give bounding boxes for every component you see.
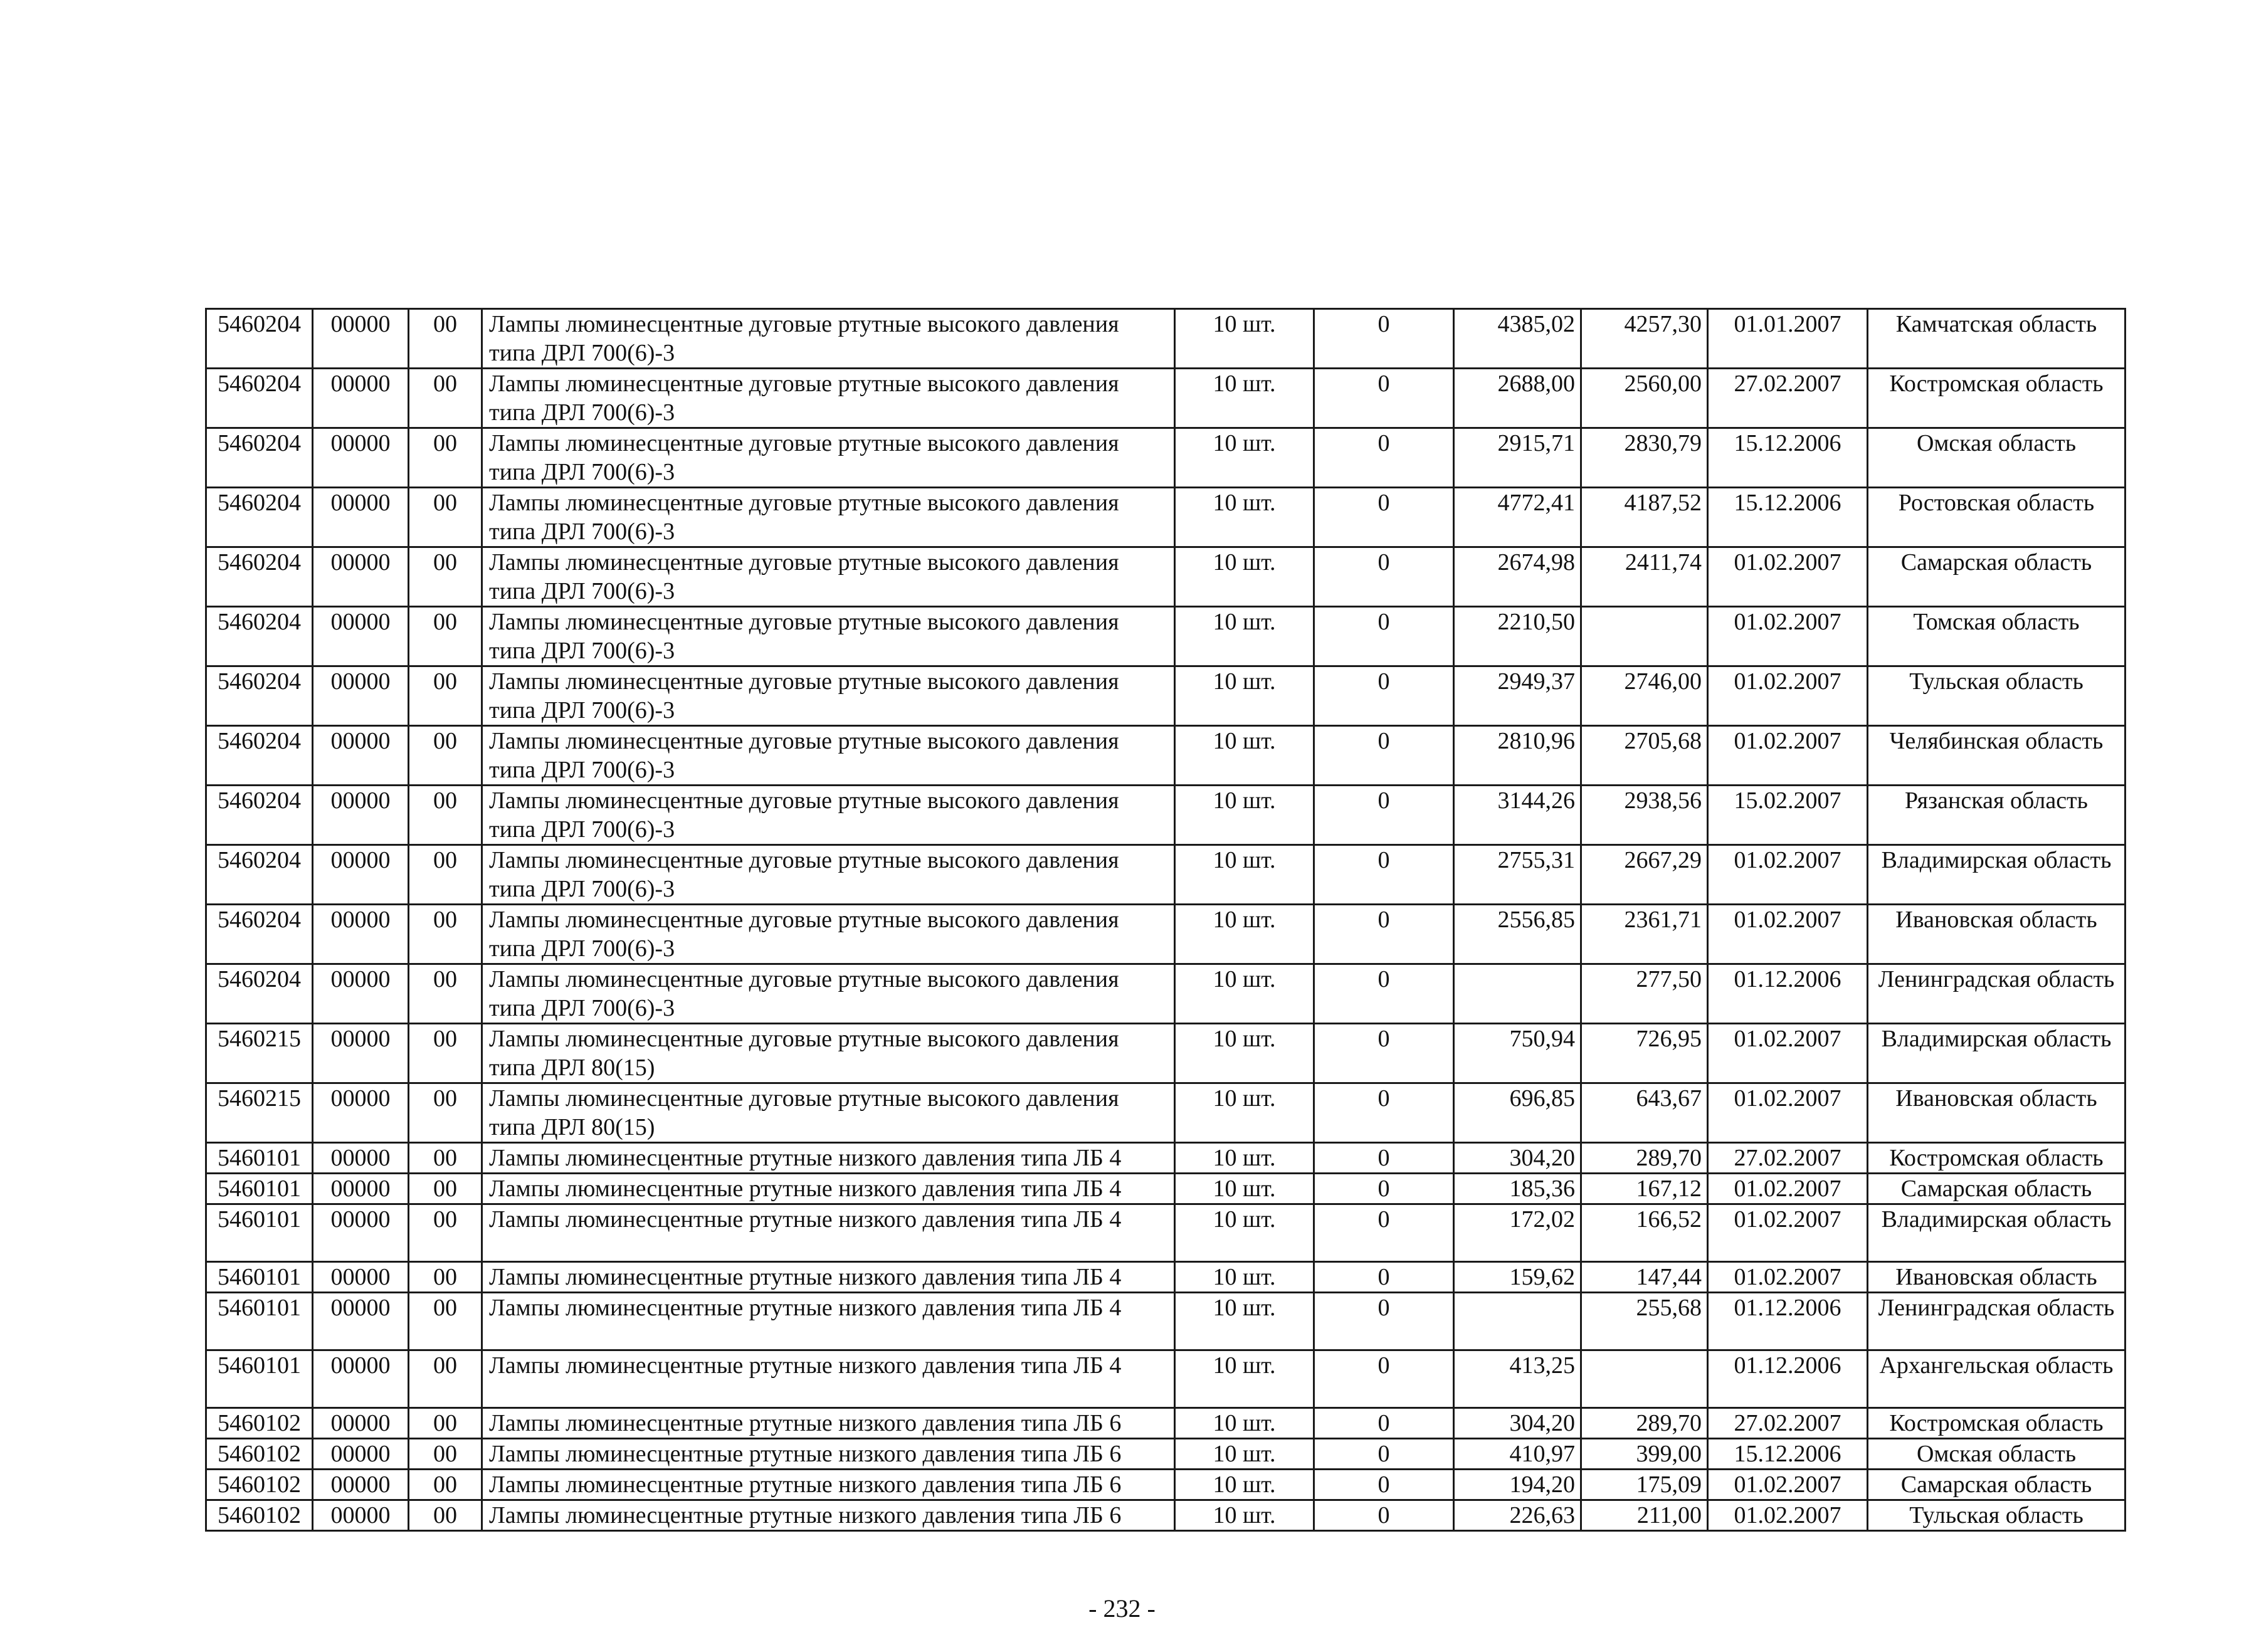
number-cell: 00 <box>409 1408 482 1439</box>
subcode-cell: 00000 <box>313 1262 409 1293</box>
price-1-cell <box>1454 1293 1581 1350</box>
price-1-cell: 304,20 <box>1454 1408 1581 1439</box>
subcode-cell: 00000 <box>313 1500 409 1531</box>
product-name-cell: Лампы люминесцентные дуговые ртутные высокого давления типа ДРЛ 80(15) <box>482 1083 1175 1143</box>
unit-cell: 10 шт. <box>1175 1204 1314 1262</box>
subcode-cell: 00000 <box>313 786 409 845</box>
product-name-cell: Лампы люминесцентные ртутные низкого давления типа ЛБ 4 <box>482 1204 1175 1262</box>
price-1-cell: 4385,02 <box>1454 309 1581 369</box>
date-cell: 01.02.2007 <box>1708 1024 1868 1083</box>
zero-cell: 0 <box>1314 786 1454 845</box>
zero-cell: 0 <box>1314 369 1454 428</box>
product-name-cell: Лампы люминесцентные ртутные низкого давления типа ЛБ 4 <box>482 1262 1175 1293</box>
price-1-cell: 750,94 <box>1454 1024 1581 1083</box>
table-row <box>206 905 2125 964</box>
price-2-cell: 166,52 <box>1581 1204 1708 1262</box>
zero-cell: 0 <box>1314 964 1454 1024</box>
unit-cell: 10 шт. <box>1175 547 1314 607</box>
number-cell: 00 <box>409 428 482 488</box>
price-1-cell: 696,85 <box>1454 1083 1581 1143</box>
unit-cell: 10 шт. <box>1175 1293 1314 1350</box>
date-cell: 01.02.2007 <box>1708 1204 1868 1262</box>
table-row <box>206 309 2125 369</box>
unit-cell: 10 шт. <box>1175 1350 1314 1408</box>
product-code-cell: 5460204 <box>206 428 313 488</box>
number-cell: 00 <box>409 1439 482 1470</box>
table-row <box>206 1174 2125 1204</box>
product-code-cell: 5460204 <box>206 845 313 905</box>
price-2-cell: 726,95 <box>1581 1024 1708 1083</box>
date-cell: 15.12.2006 <box>1708 1439 1868 1470</box>
region-cell: Ивановская область <box>1868 1083 2125 1143</box>
unit-cell: 10 шт. <box>1175 726 1314 786</box>
region-cell: Ленинградская область <box>1868 1293 2125 1350</box>
price-1-cell <box>1454 964 1581 1024</box>
subcode-cell: 00000 <box>313 547 409 607</box>
product-name-cell: Лампы люминесцентные дуговые ртутные высокого давления типа ДРЛ 700(6)-3 <box>482 547 1175 607</box>
number-cell: 00 <box>409 666 482 726</box>
table-row <box>206 964 2125 1024</box>
region-cell: Томская область <box>1868 607 2125 666</box>
number-cell: 00 <box>409 1174 482 1204</box>
table-row <box>206 1262 2125 1293</box>
price-1-cell: 2210,50 <box>1454 607 1581 666</box>
price-1-cell: 185,36 <box>1454 1174 1581 1204</box>
subcode-cell: 00000 <box>313 1470 409 1500</box>
date-cell: 01.02.2007 <box>1708 905 1868 964</box>
product-name-cell: Лампы люминесцентные ртутные низкого давления типа ЛБ 4 <box>482 1350 1175 1408</box>
product-code-cell: 5460101 <box>206 1350 313 1408</box>
zero-cell: 0 <box>1314 1293 1454 1350</box>
date-cell: 01.02.2007 <box>1708 845 1868 905</box>
zero-cell: 0 <box>1314 309 1454 369</box>
unit-cell: 10 шт. <box>1175 1143 1314 1174</box>
product-name-cell: Лампы люминесцентные дуговые ртутные высокого давления типа ДРЛ 700(6)-3 <box>482 369 1175 428</box>
price-1-cell: 172,02 <box>1454 1204 1581 1262</box>
table-row <box>206 1470 2125 1500</box>
zero-cell: 0 <box>1314 845 1454 905</box>
date-cell: 01.02.2007 <box>1708 1500 1868 1531</box>
price-2-cell: 289,70 <box>1581 1408 1708 1439</box>
zero-cell: 0 <box>1314 905 1454 964</box>
price-2-cell: 147,44 <box>1581 1262 1708 1293</box>
subcode-cell: 00000 <box>313 488 409 547</box>
zero-cell: 0 <box>1314 607 1454 666</box>
table-row <box>206 1500 2125 1531</box>
product-code-cell: 5460215 <box>206 1024 313 1083</box>
page-number: - 232 - <box>1088 1594 1156 1623</box>
date-cell: 01.12.2006 <box>1708 964 1868 1024</box>
date-cell: 01.12.2006 <box>1708 1350 1868 1408</box>
subcode-cell: 00000 <box>313 1293 409 1350</box>
unit-cell: 10 шт. <box>1175 1439 1314 1470</box>
number-cell: 00 <box>409 845 482 905</box>
date-cell: 15.12.2006 <box>1708 428 1868 488</box>
price-1-cell: 3144,26 <box>1454 786 1581 845</box>
zero-cell: 0 <box>1314 1408 1454 1439</box>
unit-cell: 10 шт. <box>1175 488 1314 547</box>
subcode-cell: 00000 <box>313 1439 409 1470</box>
subcode-cell: 00000 <box>313 369 409 428</box>
number-cell: 00 <box>409 1143 482 1174</box>
region-cell: Тульская область <box>1868 666 2125 726</box>
price-2-cell: 4257,30 <box>1581 309 1708 369</box>
zero-cell: 0 <box>1314 1439 1454 1470</box>
zero-cell: 0 <box>1314 1500 1454 1531</box>
table-row <box>206 1083 2125 1143</box>
number-cell: 00 <box>409 547 482 607</box>
price-2-cell: 289,70 <box>1581 1143 1708 1174</box>
date-cell: 27.02.2007 <box>1708 1408 1868 1439</box>
zero-cell: 0 <box>1314 1204 1454 1262</box>
table-row <box>206 1143 2125 1174</box>
date-cell: 27.02.2007 <box>1708 369 1868 428</box>
product-code-cell: 5460204 <box>206 309 313 369</box>
product-name-cell: Лампы люминесцентные ртутные низкого давления типа ЛБ 6 <box>482 1470 1175 1500</box>
region-cell: Самарская область <box>1868 1470 2125 1500</box>
price-1-cell: 413,25 <box>1454 1350 1581 1408</box>
region-cell: Костромская область <box>1868 369 2125 428</box>
zero-cell: 0 <box>1314 1083 1454 1143</box>
number-cell: 00 <box>409 1204 482 1262</box>
product-code-cell: 5460101 <box>206 1262 313 1293</box>
zero-cell: 0 <box>1314 547 1454 607</box>
price-2-cell: 399,00 <box>1581 1439 1708 1470</box>
region-cell: Камчатская область <box>1868 309 2125 369</box>
zero-cell: 0 <box>1314 1350 1454 1408</box>
product-code-cell: 5460204 <box>206 786 313 845</box>
unit-cell: 10 шт. <box>1175 1083 1314 1143</box>
product-code-cell: 5460102 <box>206 1439 313 1470</box>
table-row <box>206 786 2125 845</box>
table-row <box>206 1204 2125 1262</box>
number-cell: 00 <box>409 786 482 845</box>
date-cell: 01.02.2007 <box>1708 726 1868 786</box>
region-cell: Владимирская область <box>1868 1204 2125 1262</box>
number-cell: 00 <box>409 726 482 786</box>
unit-cell: 10 шт. <box>1175 1500 1314 1531</box>
unit-cell: 10 шт. <box>1175 309 1314 369</box>
price-2-cell: 175,09 <box>1581 1470 1708 1500</box>
subcode-cell: 00000 <box>313 726 409 786</box>
unit-cell: 10 шт. <box>1175 786 1314 845</box>
price-2-cell: 2830,79 <box>1581 428 1708 488</box>
price-1-cell: 2949,37 <box>1454 666 1581 726</box>
product-name-cell: Лампы люминесцентные дуговые ртутные высокого давления типа ДРЛ 700(6)-3 <box>482 428 1175 488</box>
subcode-cell: 00000 <box>313 309 409 369</box>
unit-cell: 10 шт. <box>1175 1024 1314 1083</box>
region-cell: Ивановская область <box>1868 905 2125 964</box>
table-row <box>206 1439 2125 1470</box>
product-name-cell: Лампы люминесцентные дуговые ртутные высокого давления типа ДРЛ 700(6)-3 <box>482 607 1175 666</box>
number-cell: 00 <box>409 1262 482 1293</box>
product-code-cell: 5460102 <box>206 1470 313 1500</box>
region-cell: Ивановская область <box>1868 1262 2125 1293</box>
date-cell: 01.02.2007 <box>1708 1262 1868 1293</box>
product-name-cell: Лампы люминесцентные ртутные низкого давления типа ЛБ 6 <box>482 1439 1175 1470</box>
region-cell: Челябинская область <box>1868 726 2125 786</box>
unit-cell: 10 шт. <box>1175 845 1314 905</box>
date-cell: 01.02.2007 <box>1708 1083 1868 1143</box>
table-row <box>206 726 2125 786</box>
product-code-cell: 5460204 <box>206 488 313 547</box>
price-1-cell: 2810,96 <box>1454 726 1581 786</box>
price-2-cell: 255,68 <box>1581 1293 1708 1350</box>
product-code-cell: 5460101 <box>206 1204 313 1262</box>
date-cell: 15.12.2006 <box>1708 488 1868 547</box>
subcode-cell: 00000 <box>313 1024 409 1083</box>
price-2-cell: 2705,68 <box>1581 726 1708 786</box>
subcode-cell: 00000 <box>313 905 409 964</box>
subcode-cell: 00000 <box>313 1174 409 1204</box>
product-name-cell: Лампы люминесцентные дуговые ртутные высокого давления типа ДРЛ 700(6)-3 <box>482 786 1175 845</box>
price-2-cell: 2560,00 <box>1581 369 1708 428</box>
subcode-cell: 00000 <box>313 666 409 726</box>
unit-cell: 10 шт. <box>1175 964 1314 1024</box>
table-row <box>206 607 2125 666</box>
price-2-cell: 643,67 <box>1581 1083 1708 1143</box>
subcode-cell: 00000 <box>313 1083 409 1143</box>
zero-cell: 0 <box>1314 726 1454 786</box>
unit-cell: 10 шт. <box>1175 1262 1314 1293</box>
date-cell: 01.02.2007 <box>1708 1174 1868 1204</box>
price-2-cell: 211,00 <box>1581 1500 1708 1531</box>
date-cell: 01.12.2006 <box>1708 1293 1868 1350</box>
unit-cell: 10 шт. <box>1175 666 1314 726</box>
number-cell: 00 <box>409 1470 482 1500</box>
number-cell: 00 <box>409 309 482 369</box>
unit-cell: 10 шт. <box>1175 1408 1314 1439</box>
number-cell: 00 <box>409 1024 482 1083</box>
subcode-cell: 00000 <box>313 1408 409 1439</box>
price-1-cell: 304,20 <box>1454 1143 1581 1174</box>
price-1-cell: 226,63 <box>1454 1500 1581 1531</box>
region-cell: Ленинградская область <box>1868 964 2125 1024</box>
price-2-cell: 2411,74 <box>1581 547 1708 607</box>
product-name-cell: Лампы люминесцентные дуговые ртутные высокого давления типа ДРЛ 700(6)-3 <box>482 845 1175 905</box>
number-cell: 00 <box>409 488 482 547</box>
number-cell: 00 <box>409 369 482 428</box>
date-cell: 01.02.2007 <box>1708 547 1868 607</box>
product-name-cell: Лампы люминесцентные дуговые ртутные высокого давления типа ДРЛ 700(6)-3 <box>482 488 1175 547</box>
region-cell: Костромская область <box>1868 1408 2125 1439</box>
product-name-cell: Лампы люминесцентные ртутные низкого давления типа ЛБ 6 <box>482 1500 1175 1531</box>
region-cell: Владимирская область <box>1868 845 2125 905</box>
date-cell: 01.02.2007 <box>1708 1470 1868 1500</box>
zero-cell: 0 <box>1314 1262 1454 1293</box>
product-code-cell: 5460101 <box>206 1174 313 1204</box>
date-cell: 15.02.2007 <box>1708 786 1868 845</box>
number-cell: 00 <box>409 1350 482 1408</box>
price-2-cell: 2361,71 <box>1581 905 1708 964</box>
price-1-cell: 4772,41 <box>1454 488 1581 547</box>
region-cell: Самарская область <box>1868 1174 2125 1204</box>
date-cell: 01.02.2007 <box>1708 666 1868 726</box>
unit-cell: 10 шт. <box>1175 428 1314 488</box>
table-row <box>206 547 2125 607</box>
table-row <box>206 666 2125 726</box>
zero-cell: 0 <box>1314 1174 1454 1204</box>
region-cell: Самарская область <box>1868 547 2125 607</box>
product-code-cell: 5460101 <box>206 1143 313 1174</box>
subcode-cell: 00000 <box>313 428 409 488</box>
price-1-cell: 2556,85 <box>1454 905 1581 964</box>
number-cell: 00 <box>409 905 482 964</box>
product-code-cell: 5460204 <box>206 547 313 607</box>
region-cell: Омская область <box>1868 428 2125 488</box>
number-cell: 00 <box>409 1083 482 1143</box>
unit-cell: 10 шт. <box>1175 905 1314 964</box>
region-cell: Костромская область <box>1868 1143 2125 1174</box>
price-2-cell: 2938,56 <box>1581 786 1708 845</box>
price-2-cell: 2746,00 <box>1581 666 1708 726</box>
product-code-cell: 5460204 <box>206 905 313 964</box>
unit-cell: 10 шт. <box>1175 607 1314 666</box>
date-cell: 27.02.2007 <box>1708 1143 1868 1174</box>
product-code-cell: 5460204 <box>206 666 313 726</box>
table-row <box>206 428 2125 488</box>
product-name-cell: Лампы люминесцентные ртутные низкого давления типа ЛБ 6 <box>482 1408 1175 1439</box>
price-1-cell: 2755,31 <box>1454 845 1581 905</box>
number-cell: 00 <box>409 964 482 1024</box>
subcode-cell: 00000 <box>313 607 409 666</box>
price-2-cell <box>1581 1350 1708 1408</box>
date-cell: 01.02.2007 <box>1708 607 1868 666</box>
price-1-cell: 2688,00 <box>1454 369 1581 428</box>
region-cell: Омская область <box>1868 1439 2125 1470</box>
product-code-cell: 5460101 <box>206 1293 313 1350</box>
product-code-cell: 5460215 <box>206 1083 313 1143</box>
product-code-cell: 5460204 <box>206 607 313 666</box>
region-cell: Тульская область <box>1868 1500 2125 1531</box>
product-code-cell: 5460204 <box>206 964 313 1024</box>
number-cell: 00 <box>409 607 482 666</box>
price-1-cell: 410,97 <box>1454 1439 1581 1470</box>
zero-cell: 0 <box>1314 488 1454 547</box>
unit-cell: 10 шт. <box>1175 369 1314 428</box>
price-2-cell: 167,12 <box>1581 1174 1708 1204</box>
zero-cell: 0 <box>1314 428 1454 488</box>
price-1-cell: 159,62 <box>1454 1262 1581 1293</box>
unit-cell: 10 шт. <box>1175 1174 1314 1204</box>
subcode-cell: 00000 <box>313 1204 409 1262</box>
product-code-cell: 5460102 <box>206 1500 313 1531</box>
table-row <box>206 369 2125 428</box>
product-code-cell: 5460204 <box>206 726 313 786</box>
unit-cell: 10 шт. <box>1175 1470 1314 1500</box>
product-name-cell: Лампы люминесцентные дуговые ртутные высокого давления типа ДРЛ 700(6)-3 <box>482 666 1175 726</box>
price-2-cell <box>1581 607 1708 666</box>
product-name-cell: Лампы люминесцентные ртутные низкого давления типа ЛБ 4 <box>482 1174 1175 1204</box>
product-name-cell: Лампы люминесцентные дуговые ртутные высокого давления типа ДРЛ 700(6)-3 <box>482 905 1175 964</box>
table-row <box>206 1293 2125 1350</box>
subcode-cell: 00000 <box>313 964 409 1024</box>
product-code-cell: 5460204 <box>206 369 313 428</box>
number-cell: 00 <box>409 1293 482 1350</box>
subcode-cell: 00000 <box>313 845 409 905</box>
region-cell: Владимирская область <box>1868 1024 2125 1083</box>
product-name-cell: Лампы люминесцентные дуговые ртутные высокого давления типа ДРЛ 80(15) <box>482 1024 1175 1083</box>
subcode-cell: 00000 <box>313 1143 409 1174</box>
date-cell: 01.01.2007 <box>1708 309 1868 369</box>
price-2-cell: 4187,52 <box>1581 488 1708 547</box>
price-1-cell: 194,20 <box>1454 1470 1581 1500</box>
table-row <box>206 1350 2125 1408</box>
zero-cell: 0 <box>1314 1143 1454 1174</box>
product-name-cell: Лампы люминесцентные дуговые ртутные высокого давления типа ДРЛ 700(6)-3 <box>482 726 1175 786</box>
price-1-cell: 2915,71 <box>1454 428 1581 488</box>
product-code-cell: 5460102 <box>206 1408 313 1439</box>
product-name-cell: Лампы люминесцентные ртутные низкого давления типа ЛБ 4 <box>482 1293 1175 1350</box>
product-name-cell: Лампы люминесцентные дуговые ртутные высокого давления типа ДРЛ 700(6)-3 <box>482 964 1175 1024</box>
table-row <box>206 1024 2125 1083</box>
product-name-cell: Лампы люминесцентные дуговые ртутные высокого давления типа ДРЛ 700(6)-3 <box>482 309 1175 369</box>
zero-cell: 0 <box>1314 666 1454 726</box>
region-cell: Архангельская область <box>1868 1350 2125 1408</box>
zero-cell: 0 <box>1314 1024 1454 1083</box>
table-row <box>206 488 2125 547</box>
number-cell: 00 <box>409 1500 482 1531</box>
table-row <box>206 845 2125 905</box>
table-body <box>206 309 2125 1531</box>
product-name-cell: Лампы люминесцентные ртутные низкого давления типа ЛБ 4 <box>482 1143 1175 1174</box>
region-cell: Ростовская область <box>1868 488 2125 547</box>
price-table <box>205 308 2126 1532</box>
subcode-cell: 00000 <box>313 1350 409 1408</box>
price-2-cell: 2667,29 <box>1581 845 1708 905</box>
price-2-cell: 277,50 <box>1581 964 1708 1024</box>
price-1-cell: 2674,98 <box>1454 547 1581 607</box>
zero-cell: 0 <box>1314 1470 1454 1500</box>
region-cell: Рязанская область <box>1868 786 2125 845</box>
table-row <box>206 1408 2125 1439</box>
